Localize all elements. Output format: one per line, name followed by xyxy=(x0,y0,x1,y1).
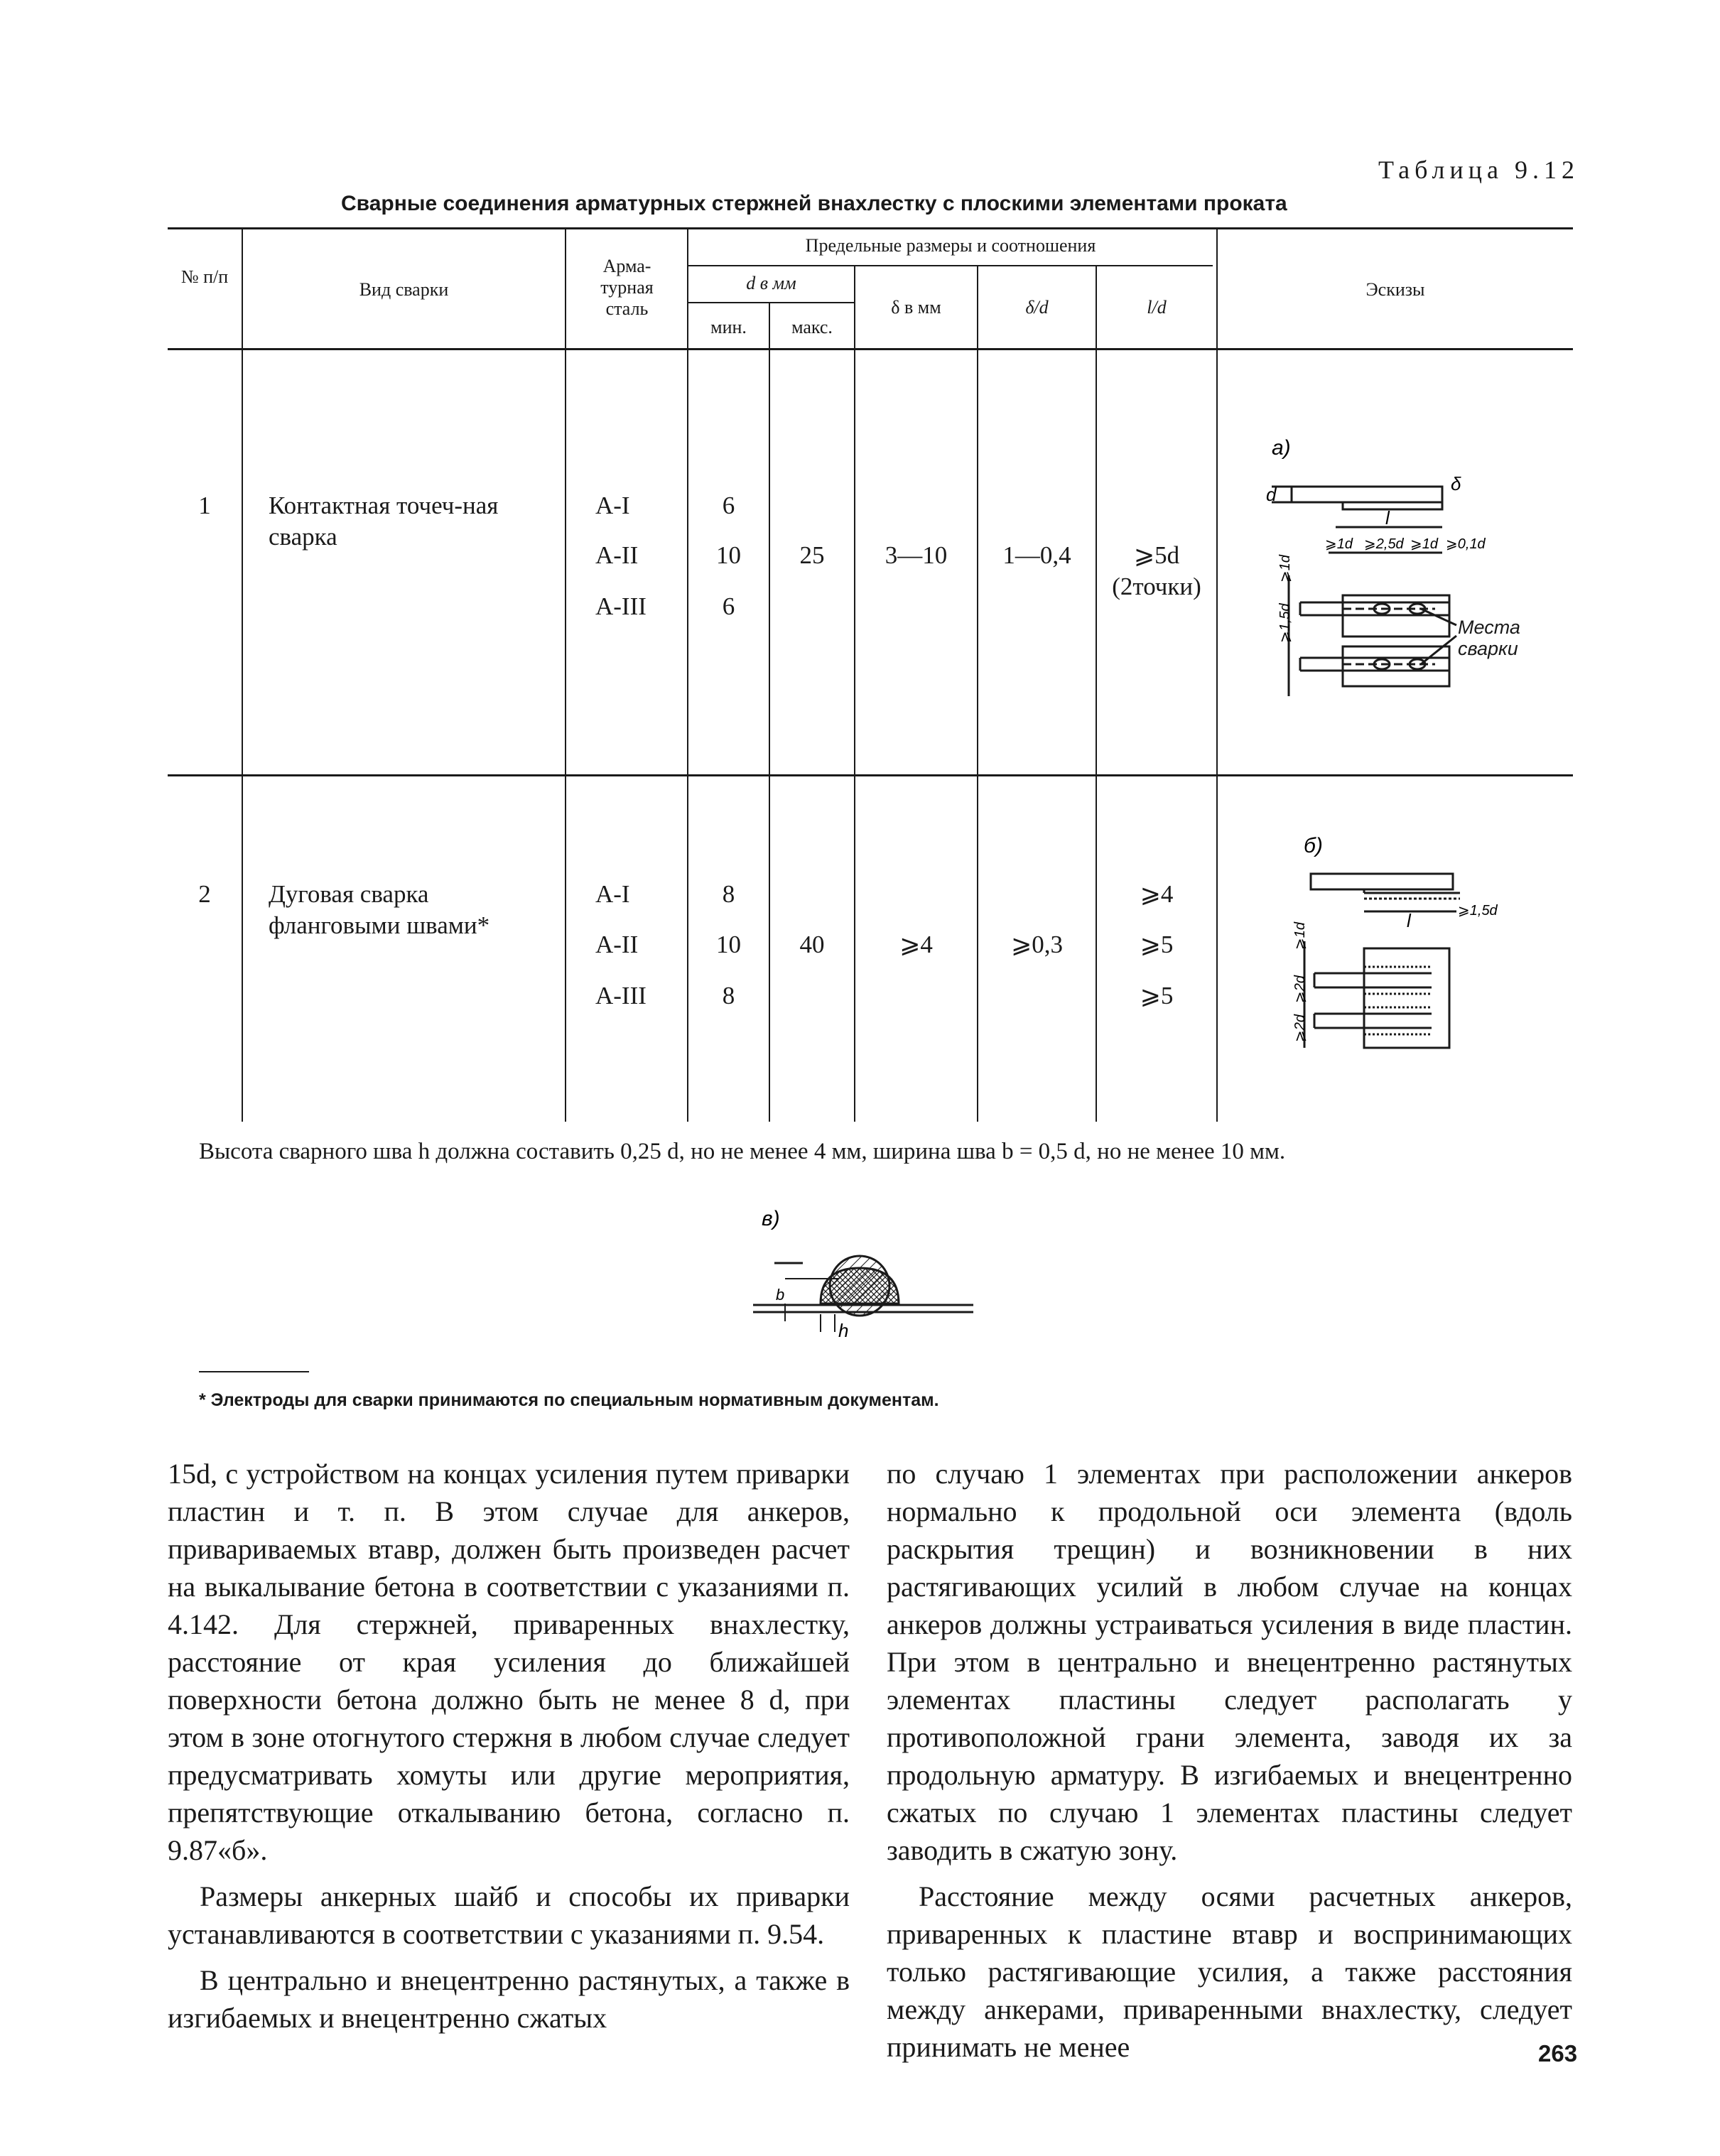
col-divider xyxy=(977,266,978,1122)
row1-num: 1 xyxy=(198,492,211,519)
sketch-a-delta: δ xyxy=(1451,473,1461,494)
sketch-a-dim2: ⩾2,5d xyxy=(1364,536,1404,552)
sketch-a-label: а) xyxy=(1272,436,1291,460)
row2-steel-1: A-I xyxy=(595,880,630,908)
row1-weld: Контактная точеч-ная сварка xyxy=(269,492,499,551)
row2-l-d-1: ⩾4 xyxy=(1140,880,1174,908)
row2-num: 2 xyxy=(198,880,211,908)
header-num: № п/п xyxy=(180,266,229,287)
col-divider xyxy=(565,229,566,1122)
paragraph: Размеры анкерных шайб и способы их приварки устанавливаются в соответствии с указаниями п. 9.54. xyxy=(168,1880,850,1950)
row1-steel-2: A-II xyxy=(595,541,639,569)
sketch-b xyxy=(1286,828,1513,1055)
row1-steel-1: A-I xyxy=(595,492,630,519)
footnote-rule xyxy=(199,1371,309,1372)
row2-delta-d: ⩾0,3 xyxy=(1010,931,1064,958)
row2-dmin-2: 10 xyxy=(716,931,741,958)
sketch-b-dim: ⩾1,5d xyxy=(1458,903,1498,919)
row2-dmax: 40 xyxy=(799,931,825,958)
footnote: * Электроды для сварки принимаются по специальным нормативным документам. xyxy=(199,1390,939,1410)
sketch-b-label: б) xyxy=(1304,834,1323,857)
row-divider xyxy=(168,774,1573,776)
d-sub-rule xyxy=(687,302,854,303)
col-divider xyxy=(769,303,770,1122)
paragraph: 15d, с устройством на концах усиления путем приварки пластин и т. п. В этом случае для анкеров, привариваемых втавр, должен быть произведен расчет на выкалывание бетона в соответствии с указаниями п. 4.142. Для стержней, приваренных внахлестку, расстояние от края усиления до ближайшей поверхности бетона должно быть не менее 8 d, при этом в зоне отогнутого стержня в любом случае следует предусматривать хомуты или другие мероприятия, препятствующие откалыванию бетона, согласно п. 9.87«б». xyxy=(168,1458,850,1866)
col-divider xyxy=(242,229,243,1122)
row2-l-d-3: ⩾5 xyxy=(1140,982,1174,1009)
row2-weld: Дуговая сварка фланговыми швами* xyxy=(269,880,490,939)
row2-dmin-1: 8 xyxy=(722,880,735,908)
sketch-a-dim1: ⩾1d xyxy=(1325,536,1353,552)
paragraph: по случаю 1 элементах при расположении анкеров нормально к продольной оси элемента (вдоль раскрытия трещин) и возникновении в них растягивающих усилий в любом случае на концах анкеров должны устраиваться усиления в виде пластин. При этом в центрально и внецентренно растянутых элементах пластины следует располагать у противоположной грани элемента, заводя их за продольную арматуру. В изгибаемых и внецентренно сжатых по случаю 1 элементах пластины следует заводить в сжатую зону. xyxy=(887,1458,1572,1866)
row2-l-d-2: ⩾5 xyxy=(1140,931,1174,958)
col-divider xyxy=(1216,229,1218,1122)
table-top-rule xyxy=(168,227,1573,229)
sketch-b-side3: ⩾2d xyxy=(1292,1014,1308,1042)
table-title: Сварные соединения арматурных стержней внахлестку с плоскими элементами проката xyxy=(341,192,1287,215)
text-column-left xyxy=(168,1455,850,2037)
sketch-c-h: h xyxy=(838,1320,849,1341)
header-steel: Арма-турная сталь xyxy=(600,256,654,319)
sketch-b-side2: ⩾2d xyxy=(1292,975,1308,1003)
sketch-a-dim4: ⩾0,1d xyxy=(1446,536,1486,552)
limits-sub-rule xyxy=(687,265,1213,266)
header-weld-type: Вид сварки xyxy=(359,279,449,300)
page-number: 263 xyxy=(1538,2040,1578,2066)
weld-note: Высота сварного шва h должна составить 0,25 d, но не менее 4 мм, ширина шва b = 0,5 d, но не менее 10 мм. xyxy=(199,1139,1286,1164)
sketch-b-side1: ⩾1d xyxy=(1292,921,1308,950)
sketch-a-d: d xyxy=(1266,484,1277,505)
header-l-d: l/d xyxy=(1147,297,1167,318)
sketch-a-side1: ⩾1d xyxy=(1277,554,1293,583)
sketch-a-dim3: ⩾1d xyxy=(1410,536,1439,552)
row2-steel-3: A-III xyxy=(595,982,647,1009)
row1-dmin-3: 6 xyxy=(722,592,735,620)
paragraph: В центрально и внецентренно растянутых, а также в изгибаемых и внецентренно сжатых xyxy=(168,1964,850,2034)
row1-delta: 3—10 xyxy=(885,541,948,569)
sketch-c xyxy=(746,1201,988,1343)
header-sketches: Эскизы xyxy=(1365,279,1425,300)
row1-dmax: 25 xyxy=(799,541,825,569)
sketch-a xyxy=(1257,433,1556,696)
sketch-a-callout: Места сварки xyxy=(1458,617,1520,659)
sketch-b-l: l xyxy=(1407,910,1411,931)
header-bottom-rule xyxy=(168,348,1573,350)
header-limits: Предельные размеры и соотношения xyxy=(805,235,1096,256)
row1-l-d: ⩾5d (2точки) xyxy=(1112,541,1201,600)
header-d-mm: d в мм xyxy=(746,273,796,293)
text-column-right xyxy=(887,1455,1572,2066)
row1-dmin-2: 10 xyxy=(716,541,741,569)
sketch-c-b: b xyxy=(776,1286,785,1304)
row2-steel-2: A-II xyxy=(595,931,639,958)
header-min: мин. xyxy=(710,317,747,337)
row1-delta-d: 1—0,4 xyxy=(1002,541,1071,569)
sketch-c-label: в) xyxy=(762,1207,780,1230)
sketch-a-l: l xyxy=(1385,507,1390,529)
paragraph: Расстояние между осями расчетных анкеров, приваренных к пластине втавр и воспринимающих только растягивающие усилия, а также расстояния между анкерами, приваренными внахлестку, следует принимать не менее xyxy=(887,1880,1572,2063)
header-max: макс. xyxy=(791,317,833,337)
table-label: Таблица 9.12 xyxy=(1378,156,1579,184)
sketch-a-side2: ⩾1,5d xyxy=(1277,603,1293,643)
header-delta-d: δ/d xyxy=(1025,297,1049,318)
row1-dmin-1: 6 xyxy=(722,492,735,519)
row1-steel-3: A-III xyxy=(595,592,647,620)
header-delta-mm: δ в мм xyxy=(891,297,941,318)
col-divider xyxy=(854,266,855,1122)
row2-dmin-3: 8 xyxy=(722,982,735,1009)
row2-delta: ⩾4 xyxy=(899,931,933,958)
